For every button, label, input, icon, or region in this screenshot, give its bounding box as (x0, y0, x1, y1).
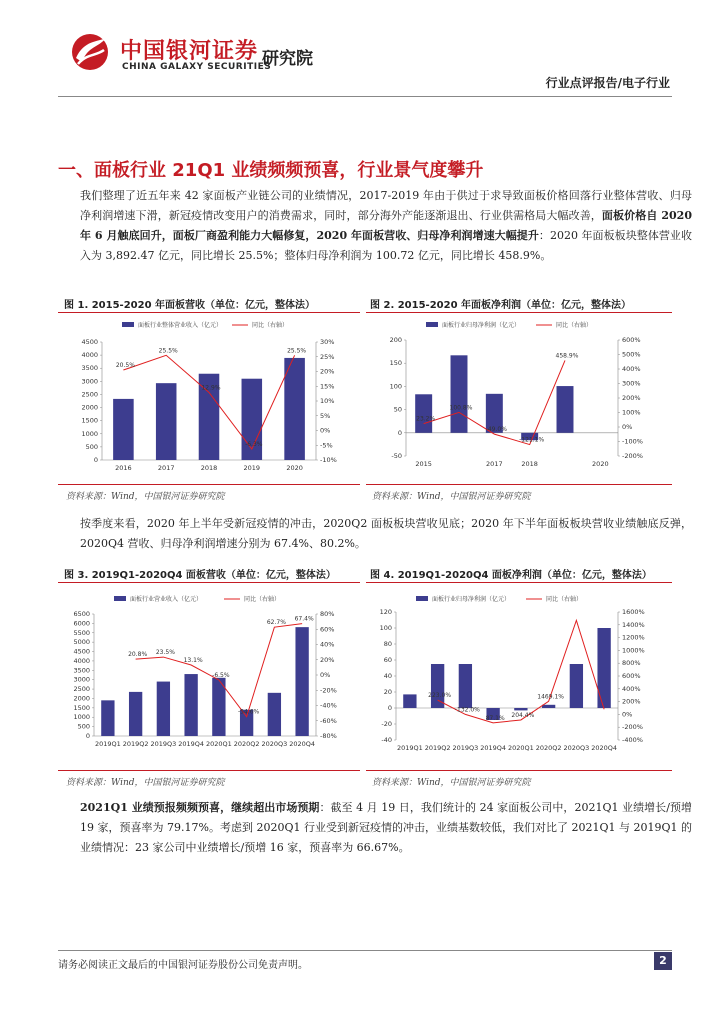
section-title: 一、面板行业 21Q1 业绩频频预喜，行业景气度攀升 (58, 160, 484, 181)
chart-1-revenue-annual (58, 316, 360, 480)
data-label: 67.4% (294, 615, 314, 623)
paragraph-3 (58, 798, 692, 858)
legend-line-label: 同比（右轴） (244, 596, 281, 603)
data-label: -6.3% (245, 441, 263, 449)
y-left-tick-label: 1500 (81, 416, 98, 425)
y-right-tick-label: 0% (320, 426, 331, 435)
data-label: 100.8% (449, 404, 473, 412)
x-tick-label: 2019Q1 (94, 740, 121, 748)
x-tick-label: 2019Q4 (178, 740, 205, 748)
logo-chinese-name: 中国银河证券 (120, 39, 259, 64)
y-right-tick-label: 0% (320, 671, 331, 679)
y-right-tick-label: -400% (622, 736, 643, 744)
y-left-tick-label: -50 (391, 452, 402, 460)
y-right-tick-label: 20% (320, 367, 335, 376)
x-tick-label: 2020Q4 (289, 740, 316, 748)
y-right-tick-label: 1600% (622, 608, 645, 616)
y-left-tick-label: 3500 (73, 666, 90, 675)
figure-4-source: 资料来源：Wind，中国银河证券研究院 (372, 778, 531, 788)
y-right-tick-label: 80% (320, 610, 335, 618)
data-label: -49.0% (485, 426, 507, 434)
y-right-tick-label: 800% (622, 659, 641, 668)
figure-3-title: 图 3. 2019Q1-2020Q4 面板营收（单位：亿元，整体法） (64, 570, 336, 581)
x-tick-label: 2020Q1 (507, 744, 534, 752)
y-left-tick-label: 4500 (81, 338, 98, 346)
x-tick-label: 2019Q3 (150, 740, 177, 748)
y-left-tick-label: 4500 (73, 647, 90, 656)
x-tick-label: 2017 (157, 464, 175, 472)
paragraph-1-text-a: 我们整理了近五年来 42 家面板产业链公司的业绩情况，2017-2019 年由于供过于求导致面板价格回落行业整体营收、归母净利润增速下滑，新冠疫情改变用户的消费需求，同时，部分海外产能逐渐退出、行业供需格局大幅改善， (80, 189, 692, 222)
x-tick-label: 2020Q2 (535, 744, 562, 752)
y-left-tick-label: 100 (379, 624, 392, 632)
figure-1-top-rule (58, 312, 360, 313)
legend-bar-swatch (416, 596, 428, 601)
y-left-tick-label: 150 (389, 359, 402, 368)
legend-bar-swatch (114, 596, 126, 601)
figure-3-source: 资料来源：Wind，中国银河证券研究院 (66, 778, 225, 788)
legend-bar-label: 面板行业整体营业收入（亿元） (138, 322, 223, 329)
bar (113, 399, 134, 460)
y-right-tick-label: -40% (320, 701, 337, 710)
y-right-tick-label: 20% (320, 655, 335, 664)
y-left-tick-label: 0 (85, 732, 90, 740)
data-label: 1469.1% (537, 693, 564, 701)
data-label: 87.1% (485, 714, 505, 722)
bar (101, 700, 114, 736)
legend-line-label: 同比（右轴） (556, 322, 593, 329)
y-right-tick-label: -10% (320, 456, 337, 464)
china-galaxy-logo-icon (68, 32, 112, 72)
data-label: -54.6% (238, 708, 260, 716)
y-right-tick-label: 1200% (622, 633, 645, 642)
data-label: 458.9% (555, 352, 579, 360)
x-tick-label: 2020Q3 (261, 740, 288, 748)
figure-4-top-rule (366, 582, 672, 583)
bar (403, 694, 416, 708)
data-label: 12.9% (201, 384, 221, 392)
y-right-tick-label: 10% (320, 397, 335, 405)
y-left-tick-label: 1000 (81, 429, 98, 438)
y-left-tick-label: 0 (93, 456, 98, 464)
bar (295, 627, 308, 736)
y-left-tick-label: 500 (77, 722, 90, 731)
y-right-tick-label: 15% (320, 382, 335, 391)
y-right-tick-label: 400% (622, 365, 641, 373)
figure-2-top-rule (366, 312, 672, 313)
y-right-tick-label: 30% (320, 338, 335, 346)
y-right-tick-label: 300% (622, 379, 641, 388)
y-left-tick-label: 100 (389, 382, 402, 391)
bar (542, 705, 555, 708)
chart-2-profit-annual (366, 316, 672, 480)
y-left-tick-label: 200 (389, 336, 402, 344)
figure-4-bottom-rule (366, 770, 672, 771)
data-label: -6.5% (212, 671, 230, 679)
figure-2-title: 图 2. 2015-2020 年面板净利润（单位：亿元，整体法） (370, 300, 632, 311)
y-right-tick-label: 5% (320, 411, 331, 420)
page-number: 2 (654, 952, 672, 970)
y-left-tick-label: 2000 (73, 694, 90, 703)
y-right-tick-label: 25% (320, 352, 335, 361)
bar (459, 664, 472, 708)
y-left-tick-label: 2500 (81, 390, 98, 399)
y-right-tick-label: 500% (622, 350, 641, 359)
x-tick-label: 2018 (200, 464, 218, 472)
figure-4-title: 图 4. 2019Q1-2020Q4 面板净利润（单位：亿元，整体法） (370, 570, 652, 581)
bar (514, 708, 527, 710)
y-left-tick-label: 20 (383, 688, 392, 696)
y-left-tick-label: 60 (383, 656, 392, 664)
data-label: 23.2% (416, 415, 436, 423)
footer-disclaimer: 请务必阅读正文最后的中国银河证券股份公司免责声明。 (58, 960, 308, 971)
y-right-tick-label: 400% (622, 684, 641, 693)
data-label: 20.5% (115, 362, 135, 370)
bar (284, 358, 305, 460)
x-tick-label: 2020Q1 (205, 740, 232, 748)
bar (570, 664, 583, 708)
data-label: -132.0% (454, 706, 480, 714)
bar (156, 383, 177, 460)
figure-3-top-rule (58, 582, 360, 583)
x-tick-label: 2017 (486, 460, 503, 468)
paragraph-3-text: ：截至 4 月 19 日，我们统计的 24 家面板公司中，2021Q1 业绩增长/预增 19 家，预喜率为 79.17%。考虑到 2020Q1 行业受到新冠疫情的冲击，业绩基数较低，我们对比了 2021Q1 与 2019Q1 的业绩情况：23 家公司中业绩增长/预增 16 家，预喜率为 66.67%。 (80, 801, 692, 854)
figure-1-title: 图 1. 2015-2020 年面板营收（单位：亿元，整体法） (64, 300, 316, 311)
bar (184, 674, 197, 736)
y-left-tick-label: 3000 (81, 377, 98, 386)
y-left-tick-label: 40 (383, 672, 392, 680)
y-right-tick-label: 1400% (622, 620, 645, 629)
y-left-tick-label: 50 (393, 405, 402, 414)
x-tick-label: 2019Q2 (122, 740, 149, 748)
legend-line-label: 同比（右轴） (546, 596, 583, 603)
x-tick-label: 2016 (115, 464, 132, 472)
figure-1-source: 资料来源：Wind，中国银河证券研究院 (66, 492, 225, 502)
y-left-tick-label: 3000 (73, 675, 90, 684)
figure-2-source: 资料来源：Wind，中国银河证券研究院 (372, 492, 531, 502)
x-tick-label: 2019Q3 (452, 744, 479, 752)
bar (157, 682, 170, 736)
header-divider (58, 96, 672, 97)
y-right-tick-label: 0% (622, 423, 633, 431)
y-right-tick-label: 600% (622, 672, 641, 680)
x-tick-label: 2018 (521, 460, 538, 468)
y-left-tick-label: -40 (381, 736, 392, 744)
bar (268, 693, 281, 736)
y-right-tick-label: 0% (622, 710, 633, 719)
report-type-label: 行业点评报告/电子行业 (545, 76, 670, 90)
x-tick-label: 2020Q2 (233, 740, 260, 748)
data-label: 20.8% (128, 651, 148, 659)
y-right-tick-label: 200% (622, 394, 641, 402)
y-right-tick-label: -20% (320, 686, 337, 695)
figure-1-bottom-rule (58, 484, 360, 485)
legend-bar-swatch (426, 322, 438, 327)
y-left-tick-label: 3500 (81, 364, 98, 373)
y-right-tick-label: 1000% (622, 646, 645, 655)
y-left-tick-label: 6500 (73, 610, 90, 618)
logo-english-name: CHINA GALAXY SECURITIES (122, 62, 272, 72)
bar (431, 664, 444, 708)
data-label: -121.1% (519, 436, 545, 444)
bar (129, 692, 142, 736)
x-tick-label: 2019Q4 (480, 744, 507, 752)
y-right-tick-label: 600% (622, 336, 641, 344)
y-right-tick-label: 60% (320, 625, 335, 634)
x-tick-label: 2020 (286, 464, 303, 472)
legend-bar-label: 面板行业归母净利润（亿元） (432, 596, 511, 603)
y-left-tick-label: 80 (383, 640, 392, 648)
x-tick-label: 2020Q3 (563, 744, 590, 752)
x-tick-label: 2020 (592, 460, 609, 468)
data-label: 25.5% (158, 347, 178, 355)
paragraph-1-text-c: ：2020 年面板板块整体营业收入为 3,892.47 亿元，同比增长 25.5%；整体归母净利润为 100.72 亿元，同比增长 458.9%。 (80, 229, 692, 262)
y-left-tick-label: 2000 (81, 403, 98, 412)
x-tick-label: 2019Q1 (396, 744, 423, 752)
y-right-tick-label: -100% (622, 437, 643, 446)
y-left-tick-label: 5000 (73, 638, 90, 647)
y-right-tick-label: -80% (320, 732, 337, 740)
y-right-tick-label: -200% (622, 723, 643, 732)
y-right-tick-label: 100% (622, 408, 641, 417)
y-left-tick-label: 1500 (73, 703, 90, 712)
y-left-tick-label: -20 (381, 720, 392, 728)
paragraph-1 (58, 186, 692, 266)
y-right-tick-label: 40% (320, 640, 335, 649)
y-right-tick-label: -60% (320, 716, 337, 725)
data-label: 204.4% (511, 711, 535, 719)
footer-divider (58, 950, 672, 951)
y-left-tick-label: 1000 (73, 713, 90, 722)
y-left-tick-label: 4000 (81, 351, 98, 360)
chart-4-profit-quarterly (366, 590, 672, 762)
y-left-tick-label: 500 (85, 442, 98, 451)
paragraph-2: 按季度来看，2020 年上半年受新冠疫情的冲击，2020Q2 面板板块营收见底；2020 年下半年面板板块营收业绩触底反弹，2020Q4 营收、归母净利润增速分别为 67.4%、80.2%。 (80, 517, 692, 550)
paragraph-1-bold: 面板价格自 2020 年 6 月触底回升，面板厂商盈利能力大幅修复，2020 年面板营收、归母净利润增速大幅提升 (80, 209, 692, 242)
figure-3-bottom-rule (58, 770, 360, 771)
figure-2-bottom-rule (366, 484, 672, 485)
y-left-tick-label: 0 (387, 704, 392, 712)
data-label: 25.5% (287, 347, 307, 355)
legend-bar-label: 面板行业归母净利润（亿元） (442, 322, 521, 329)
x-tick-label: 2019Q2 (424, 744, 451, 752)
y-left-tick-label: 120 (379, 608, 392, 616)
bar (415, 394, 432, 433)
data-label: 23.5% (155, 649, 175, 657)
data-label: 13.1% (183, 657, 203, 665)
y-left-tick-label: 6000 (73, 619, 90, 628)
paragraph-3-bold: 2021Q1 业绩预报频频预喜，继续超出市场预期 (80, 801, 320, 814)
legend-bar-swatch (122, 322, 134, 327)
data-label: 223.0% (428, 692, 452, 700)
institute-label: 研究院 (262, 49, 313, 69)
x-tick-label: 2019 (243, 464, 261, 472)
x-tick-label: 2015 (415, 460, 432, 468)
y-left-tick-label: 4000 (73, 656, 90, 665)
x-tick-label: 2020Q4 (591, 744, 618, 752)
y-right-tick-label: -5% (320, 441, 333, 450)
y-left-tick-label: 0 (397, 428, 402, 437)
legend-bar-label: 面板行业营业收入（亿元） (130, 596, 203, 603)
y-right-tick-label: -200% (622, 452, 643, 460)
data-label: 62.7% (266, 619, 286, 627)
y-left-tick-label: 5500 (73, 628, 90, 637)
bar (451, 355, 468, 432)
y-left-tick-label: 2500 (73, 685, 90, 694)
legend-line-label: 同比（右轴） (252, 322, 289, 329)
y-right-tick-label: 200% (622, 697, 641, 706)
chart-3-revenue-quarterly (58, 590, 360, 762)
bar (557, 386, 574, 433)
